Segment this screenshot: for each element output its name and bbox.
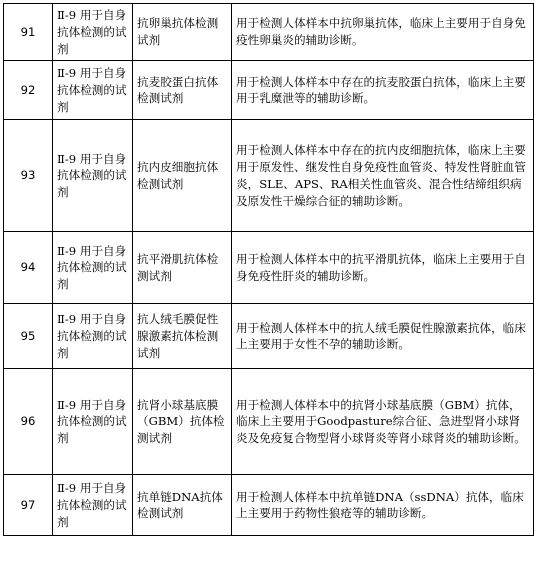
table-row [4,232,534,304]
product-name-cell: 抗卵巢抗体检测试剂 [133,4,232,61]
table-body [4,4,534,536]
classification-cell: Ⅱ-9 用于自身抗体检测的试剂 [53,4,133,61]
description-cell: 用于检测人体样本中抗单链DNA（ssDNA）抗体，临床上主要用于药物性狼疮等的辅助诊断。 [232,475,534,536]
product-name-cell: 抗单链DNA抗体检测试剂 [133,475,232,536]
description-cell: 用于检测人体样本中存在的抗内皮细胞抗体，临床上主要用于原发性、继发性自身免疫性血管炎、特发性肾脏血管炎，SLE、APS、RA相关性血管炎、混合性结缔组织病及原发性干燥综合征的辅助诊断。 [232,120,534,232]
table-row [4,369,534,475]
product-name-cell: 抗内皮细胞抗体检测试剂 [133,120,232,232]
product-name-cell: 抗平滑肌抗体检测试剂 [133,232,232,304]
table-row [4,304,534,369]
table-row [4,4,534,61]
product-name-cell: 抗肾小球基底膜（GBM）抗体检测试剂 [133,369,232,475]
table-row [4,120,534,232]
table-row [4,475,534,536]
row-number: 93 [4,120,53,232]
classification-cell: Ⅱ-9 用于自身抗体检测的试剂 [53,61,133,120]
description-cell: 用于检测人体样本中存在的抗麦胶蛋白抗体，临床上主要用于乳糜泄等的辅助诊断。 [232,61,534,120]
classification-cell: Ⅱ-9 用于自身抗体检测的试剂 [53,475,133,536]
row-number: 94 [4,232,53,304]
classification-cell: Ⅱ-9 用于自身抗体检测的试剂 [53,232,133,304]
classification-cell: Ⅱ-9 用于自身抗体检测的试剂 [53,304,133,369]
row-number: 91 [4,4,53,61]
description-cell: 用于检测人体样本中抗卵巢抗体，临床上主要用于自身免疫性卵巢炎的辅助诊断。 [232,4,534,61]
row-number: 96 [4,369,53,475]
device-catalog-table [3,3,534,536]
description-cell: 用于检测人体样本中的抗人绒毛膜促性腺激素抗体，临床上主要用于女性不孕的辅助诊断。 [232,304,534,369]
product-name-cell: 抗麦胶蛋白抗体检测试剂 [133,61,232,120]
classification-cell: Ⅱ-9 用于自身抗体检测的试剂 [53,120,133,232]
row-number: 92 [4,61,53,120]
description-cell: 用于检测人体样本中的抗肾小球基底膜（GBM）抗体，临床上主要用于Goodpasture综合征、急进型肾小球肾炎及免疫复合物型肾小球肾炎等肾小球肾炎的辅助诊断。 [232,369,534,475]
description-cell: 用于检测人体样本中的抗平滑肌抗体，临床上主要用于自身免疫性肝炎的辅助诊断。 [232,232,534,304]
row-number: 97 [4,475,53,536]
classification-cell: Ⅱ-9 用于自身抗体检测的试剂 [53,369,133,475]
table-row [4,61,534,120]
row-number: 95 [4,304,53,369]
product-name-cell: 抗人绒毛膜促性腺激素抗体检测试剂 [133,304,232,369]
